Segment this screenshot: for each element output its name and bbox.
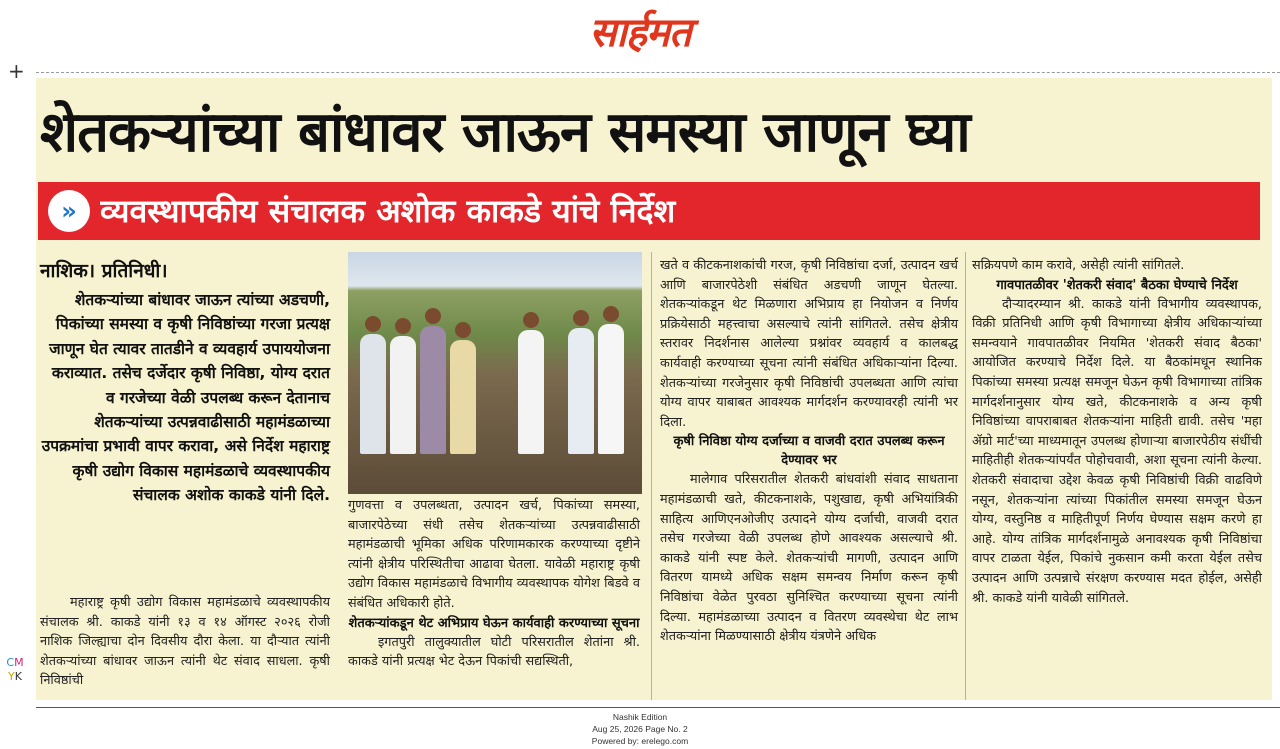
article-dateline: नाशिक। प्रतिनिधी। bbox=[40, 260, 168, 282]
photo-person bbox=[420, 326, 446, 454]
column-2-paragraph: इगतपुरी तालुक्यातील घोटी परिसरातील शेतांना श्री. काकडे यांनी प्रत्यक्ष भेट देऊन पिकांची सद्यस्थिती, bbox=[348, 634, 640, 670]
article-column-3 bbox=[660, 256, 958, 647]
photo-person bbox=[568, 328, 594, 454]
article-column-2 bbox=[348, 496, 640, 672]
footer-powered-by[interactable]: Powered by: erelego.com bbox=[591, 736, 689, 746]
footer-date-page: Aug 25, 2026 Page No. 2 bbox=[592, 724, 688, 734]
photo-person bbox=[598, 324, 624, 454]
registration-marks: CM YK bbox=[6, 656, 24, 683]
column-divider bbox=[651, 252, 652, 700]
masthead-logo: सार्हमत bbox=[589, 9, 691, 56]
column-3-paragraph: मालेगाव परिसरातील शेतकरी बांधवांशी संवाद साधताना महामंडळाची खते, कीटकनाशके, पशुखाद्य, कृषी अभियांत्रिकी साहित्य आणिएनओजीए उत्पादने योग्य दर्जाची, वाजवी दरात तसेच गरजेच्या वेळी उपलब्ध होणे आवश्यक असल्याचे श्री. काकडे यांनी स्पष्ट केले. शेतकऱ्यांची मागणी, उत्पादन आणि वितरण यामध्ये अधिक सक्षम समन्वय निर्माण करून कृषी निविष्ठांचा वेळेत पुरवठा सुनिश्चित करण्याच्या सूचना त्यांनी दिल्या. महामंडळाच्या उत्पादन व वितरण व्यवस्थेचा थेट लाभ शेतकऱ्यांना मिळण्यासाठी क्षेत्रीय यंत्रणेने अधिक bbox=[660, 472, 958, 645]
column-4-paragraph: दौऱ्यादरम्यान श्री. काकडे यांनी विभागीय व्यवस्थापक, विक्री प्रतिनिधी आणि कृषी विभागाच्या क्षेत्रीय अधिकाऱ्यांच्या समन्वयाने गावपातळीवर नियमित 'शेतकरी संवाद बैठका' आयोजित करण्याचे निर्देश दिले. या बैठकांमधून स्थानिक पिकांच्या समस्या प्रत्यक्ष समजून घेऊन कृषी विभागाच्या तांत्रिक मार्गदर्शनानुसार योग्य खते, कीटकनाशके व अन्य कृषी निविष्ठांच्या वापराबाबत शेतकऱ्यांना माहिती द्यावी. तसेच 'महा ॲग्रो मार्ट'च्या माध्यमातून उपलब्ध होणाऱ्या बाजारपेठीय संधींची माहितीही शेतकऱ्यांपर्यंत पोहोचवावी, अशा सूचना त्यांनी केल्या. शेतकरी संवादाचा उद्देश केवळ कृषी निविष्ठांची विक्री वाढविणे नसून, शेतकऱ्यांना त्यांच्या पिकांतील समस्या समजून घेऊन योग्य, वस्तुनिष्ठ व माहितीपूर्ण निर्णय घेण्यास सक्षम करणे हा आहे. योग्य तांत्रिक मार्गदर्शनामुळे अनावश्यक कृषी निविष्ठांचा वापर टाळता येईल, पिकांचे नुकसान कमी करता येईल तसेच उत्पादन आणि उत्पन्नाचे संरक्षण करण्यास मदत होईल, असेही श्री. काकडे यांनी यावेळी सांगितले. bbox=[972, 296, 1262, 606]
column-1-paragraph: महाराष्ट्र कृषी उद्योग विकास महामंडळाचे व्यवस्थापकीय संचालक श्री. काकडे यांनी १३ व १४ ऑगस्ट २०२६ रोजी नाशिक जिल्ह्याचा दोन दिवसीय दौरा केला. या दौऱ्यात त्यांनी शेतकऱ्यांच्या बांधावर जाऊन त्यांनी थेट संवाद साधला. कृषी निविष्ठांची bbox=[40, 595, 330, 689]
photo-person bbox=[390, 336, 416, 454]
page-footer bbox=[540, 711, 740, 747]
crop-plus-icon: + bbox=[8, 59, 25, 83]
article-column-4 bbox=[972, 256, 1262, 608]
article-lead: शेतकऱ्यांच्या बांधावर जाऊन त्यांच्या अडचणी, पिकांच्या समस्या व कृषी निविष्ठांच्या गरजा प्रत्यक्ष जाणून घेत त्यावर तातडीने व व्यवहार्य उपाययोजना कराव्यात. तसेच दर्जेदार कृषी निविष्ठा, योग्य दरात व गरजेच्या वेळी उपलब्ध करून देतानाच शेतकऱ्यांच्या उत्पन्नवाढीसाठी महामंडळाच्या उपक्रमांचा प्रभावी वापर करावा, असे निर्देश महाराष्ट्र कृषी उद्योग विकास महामंडळाचे व्यवस्थापकीय संचालक अशोक काकडे यांनी दिले. bbox=[41, 291, 330, 505]
double-chevron-icon: » bbox=[48, 190, 90, 232]
section-subhead: कृषी निविष्ठा योग्य दर्जाच्या व वाजवी दरात उपलब्ध करून देण्यावर भर bbox=[673, 434, 945, 469]
article-column-1 bbox=[40, 593, 330, 691]
column-4-paragraph: सक्रियपणे काम करावे, असेही त्यांनी सांगितले. bbox=[972, 258, 1185, 273]
article-subheadline: व्यवस्थापकीय संचालक अशोक काकडे यांचे निर्देश bbox=[100, 192, 676, 230]
section-subhead: गावपातळीवर 'शेतकरी संवाद' बैठका घेण्याचे निर्देश bbox=[996, 277, 1238, 293]
article-headline: शेतकऱ्यांच्या बांधावर जाऊन समस्या जाणून घ्या bbox=[40, 100, 970, 165]
column-3-paragraph: खते व कीटकनाशकांची गरज, कृषी निविष्ठांचा दर्जा, उत्पादन खर्च आणि बाजारपेठेशी संबंधित अडचणी जाणून घेतल्या. शेतकऱ्यांकडून थेट मिळणारा अभिप्राय हा नियोजन व निर्णय प्रक्रियेसाठी महत्त्वाचा असल्याचे त्यांनी सांगितले. तसेच क्षेत्रीय स्तरावर निदर्शनास आलेल्या प्रश्नांवर व्यवहार्य व कालबद्ध कार्यवाही करण्याच्या सूचना त्यांनी संबंधित अधिकाऱ्यांना दिल्या. शेतकऱ्यांच्या गरजेनुसार कृषी निविष्ठांची उपलब्धता आणि त्यांचा योग्य वापर याबाबत आवश्यक मार्गदर्शन करण्यावरही त्यांनी भर दिला. bbox=[660, 258, 958, 430]
footer-edition: Nashik Edition bbox=[612, 712, 668, 722]
article-photo bbox=[348, 252, 642, 494]
column-divider bbox=[965, 252, 966, 700]
photo-person bbox=[360, 334, 386, 454]
photo-person bbox=[518, 330, 544, 454]
bottom-divider bbox=[36, 707, 1280, 708]
photo-person bbox=[450, 340, 476, 454]
section-subhead: शेतकऱ्यांकडून थेट अभिप्राय घेऊन कार्यवाही करण्याच्या सूचना bbox=[348, 615, 640, 631]
column-2-paragraph: गुणवत्ता व उपलब्धता, उत्पादन खर्च, पिकांच्या समस्या, बाजारपेठेच्या संधी तसेच शेतकऱ्यांच्या उत्पन्नवाढीसाठी महामंडळाची भूमिका अधिक परिणामकारक करण्याच्या दृष्टीने त्यांनी क्षेत्रीय परिस्थितीचा आढावा घेतला. यावेळी महाराष्ट्र कृषी उद्योग विकास महामंडळाचे विभागीय व्यवस्थापक योगेश बिडवे व संबंधित अधिकारी होते. bbox=[348, 498, 640, 611]
top-divider bbox=[36, 72, 1280, 73]
